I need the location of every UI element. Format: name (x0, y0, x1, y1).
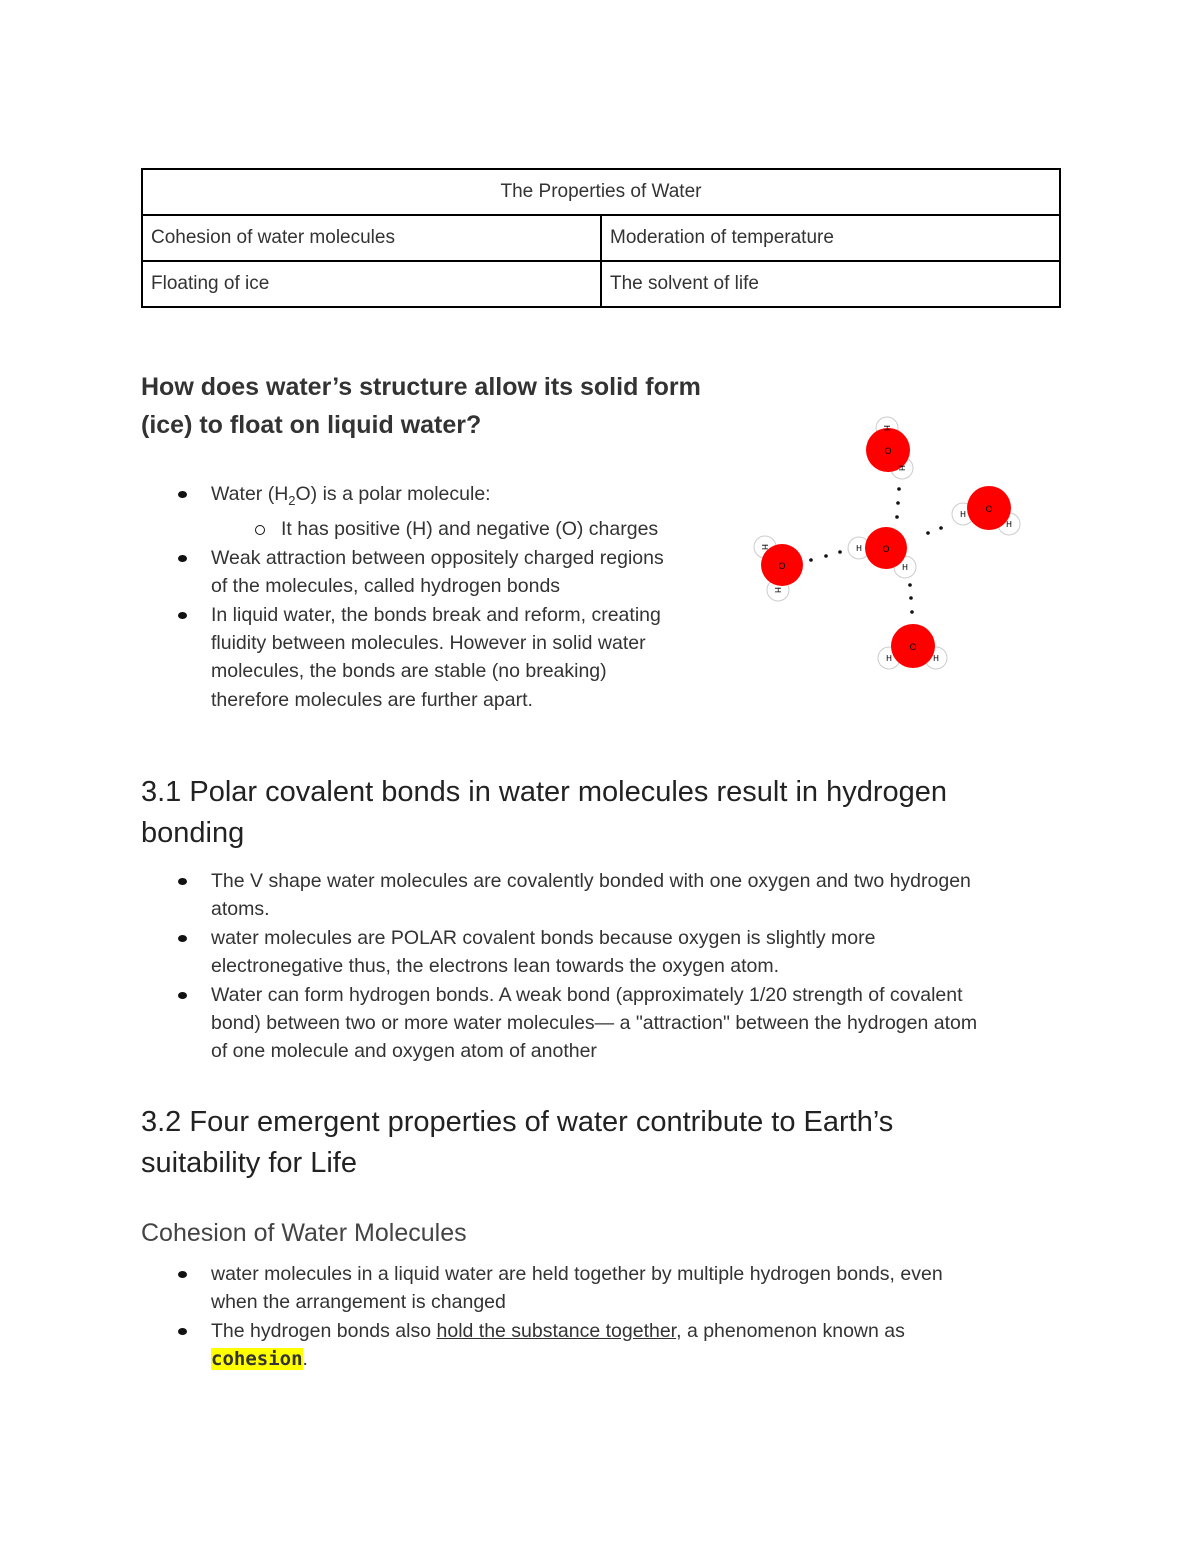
bullet-icon (178, 612, 187, 619)
table-row (142, 215, 1060, 261)
section-3-2-heading: 3.2 Four emergent properties of water contribute to Earth’s suitability for Life (141, 1106, 894, 1179)
hydrogen-label: H (773, 586, 782, 594)
bullet-icon (178, 935, 187, 942)
oxygen-label: O (985, 505, 993, 515)
bullet-icon (178, 878, 187, 885)
list-item: water molecules in a liquid water are held together by multiple hydrogen bonds, even when the arrangement is changed (141, 1260, 1081, 1317)
table-cell: Floating of ice (142, 261, 601, 307)
list-item: Water can form hydrogen bonds. A weak bond (approximately 1/20 strength of covalent bond) between two or more water molecules— a "attraction" between the hydrogen atom of one molecule and oxygen atom of another (141, 981, 1081, 1066)
properties-table (141, 168, 1061, 308)
bullet-icon (178, 992, 187, 999)
underlined-text: hold the substance together (436, 1319, 677, 1342)
bullet-icon (178, 491, 187, 498)
list-item: The V shape water molecules are covalently bonded with one oxygen and two hydrogen atoms. (141, 867, 1081, 924)
hydrogen-label: H (901, 563, 909, 572)
oxygen-label: O (778, 562, 786, 572)
cohesion-subheading: Cohesion of Water Molecules (141, 1219, 467, 1247)
section-3-1-heading: 3.1 Polar covalent bonds in water molecules result in hydrogen bonding (141, 776, 948, 849)
hydrogen-label: H (882, 424, 891, 432)
hydrogen-label: H (885, 654, 893, 663)
water-molecule (878, 624, 947, 669)
table-title: The Properties of Water (142, 169, 1060, 215)
oxygen-label: O (882, 545, 890, 555)
list-item: In liquid water, the bonds break and reform, creating fluidity between molecules. However in solid water molecules, the bonds are stable (no breaking) therefore molecules are further apart. (141, 601, 741, 715)
sub-list-item: It has positive (H) and negative (O) charges (141, 515, 741, 543)
list-item: The hydrogen bonds also hold the substance together, a phenomenon known as cohesion. (141, 1317, 1081, 1374)
table-title-row (142, 169, 1060, 215)
list-item: water molecules are POLAR covalent bonds because oxygen is slightly more electronegative thus, the electrons lean towards the oxygen atom. (141, 924, 1081, 981)
water-molecule (848, 527, 916, 578)
oxygen-label: O (909, 643, 917, 653)
table-cell: Cohesion of water molecules (142, 215, 601, 261)
water-molecule (754, 536, 803, 601)
hydrogen-label: H (760, 543, 769, 551)
bullet-icon (178, 1328, 187, 1335)
section-3-2-bullet-list (141, 1260, 1081, 1374)
hydrogen-label: H (1005, 520, 1013, 529)
section-3-1-bullet-list (141, 867, 1081, 1066)
water-molecule (952, 486, 1020, 535)
hydrogen-label: H (959, 510, 967, 519)
question-heading: How does water’s structure allow its solid form (ice) to float on liquid water? (141, 373, 701, 439)
water-molecule (866, 417, 913, 479)
hydrogen-label: H (897, 464, 906, 472)
oxygen-label: O (884, 447, 892, 457)
list-item: Water $(H_2O)$ is a polar molecule: (141, 480, 741, 515)
hydrogen-label: H (932, 654, 940, 663)
table-row (142, 261, 1060, 307)
hollow-bullet-icon (255, 525, 265, 535)
table-cell: The solvent of life (601, 261, 1060, 307)
hydrogen-bond-diagram (740, 400, 1040, 690)
question-bullet-list (141, 480, 741, 714)
list-item: Weak attraction between oppositely charged regions of the molecules, called hydrogen bonds (141, 544, 741, 601)
bullet-icon (178, 1271, 187, 1278)
bullet-icon (178, 555, 187, 562)
table-cell: Moderation of temperature (601, 215, 1060, 261)
highlighted-term: cohesion (211, 1348, 303, 1371)
hydrogen-label: H (855, 544, 863, 553)
